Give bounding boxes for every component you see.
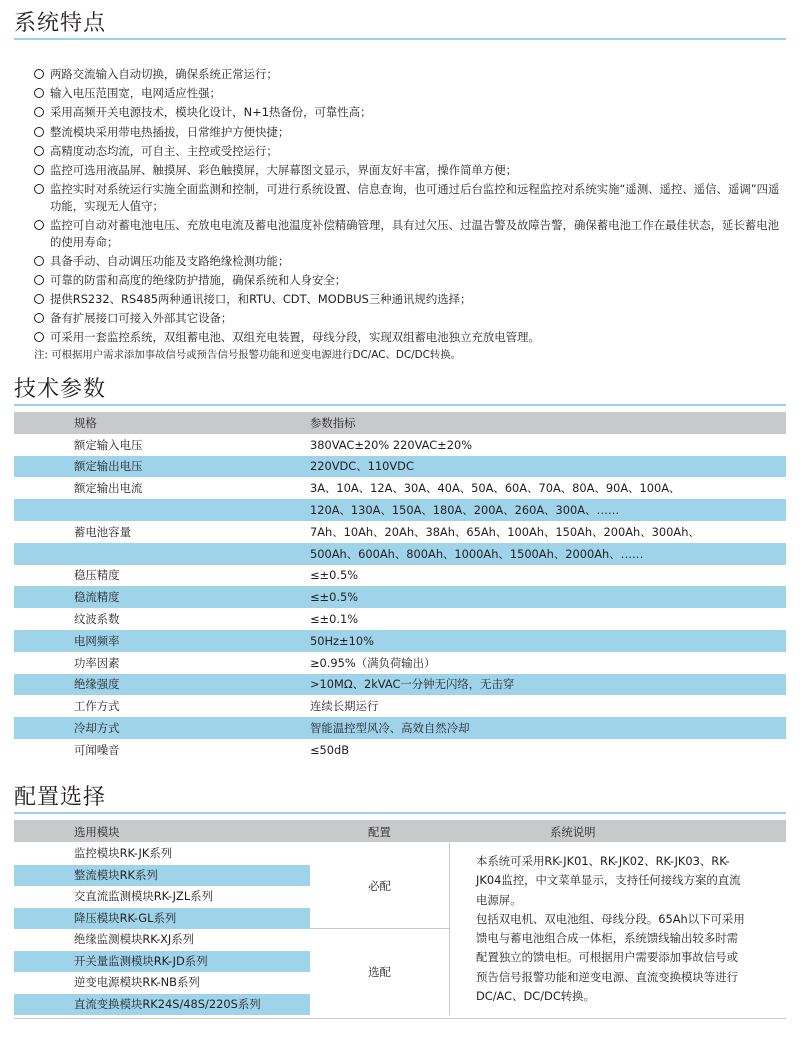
required-cell: 必配	[310, 843, 450, 929]
table-row	[14, 521, 786, 543]
feature-item: 监控可自动对蓄电池电压、充放电电流及蓄电池温度补偿精确管理，具有过欠压、过温告警及故障告警，确保蓄电池工作在最佳状态，延长蓄电池的使用寿命；	[34, 217, 784, 250]
spec-cell: 蓄电池容量	[14, 521, 310, 543]
value-cell: ≤±0.5%	[310, 565, 786, 587]
spec-cell: 可闻噪音	[14, 739, 310, 761]
value-cell: 7Ah、10Ah、20Ah、38Ah、65Ah、100Ah、150Ah、200Ah、300Ah、	[310, 521, 786, 543]
spec-cell: 纹波系数	[14, 608, 310, 630]
desc-line: 本系统可采用RK-JK01、RK-JK02、RK-JK03、RK-	[476, 854, 730, 868]
spec-cell: 功率因素	[14, 652, 310, 674]
desc-line: 配置独立的馈电柜。可根据用户需要添加事故信号或	[476, 950, 738, 965]
module-row: 直流变换模块RK24S/48S/220S系列	[14, 994, 310, 1016]
table-row	[14, 434, 786, 456]
table-row	[14, 586, 786, 608]
spec-cell: 稳压精度	[14, 565, 310, 587]
desc-line: JK04监控，中文菜单显示，支持任何接线方案的直流	[476, 873, 741, 888]
table-row	[14, 630, 786, 652]
config-header-row	[14, 820, 786, 842]
header-config: 配置	[368, 825, 391, 839]
config-divider	[14, 812, 786, 814]
module-row: 降压模块RK-GL系列	[14, 908, 310, 930]
module-row: 监控模块RK-JK系列	[74, 846, 173, 860]
table-row	[14, 652, 786, 674]
table-row	[14, 739, 786, 761]
module-row: 绝缘监测模块RK-XJ系列	[74, 932, 195, 946]
header-spec: 规格	[14, 412, 310, 434]
circle-bullet-icon	[34, 127, 44, 137]
features-note: 注: 可根据用户需求添加事故信号或预告信号报警功能和逆变电源进行DC/AC、DC/DC转换。	[34, 349, 462, 361]
module-row: 逆变电源模块RK-NB系列	[74, 975, 200, 989]
table-row	[14, 456, 786, 478]
module-row: 交直流监测模块RK-JZL系列	[74, 889, 213, 903]
feature-item: 两路交流输入自动切换，确保系统正常运行；	[34, 66, 784, 83]
table-header-row	[14, 412, 786, 434]
params-table	[14, 412, 786, 761]
module-row: 开关量监测模块RK-JD系列	[14, 951, 310, 973]
value-cell: ≤±0.5%	[310, 586, 786, 608]
config-bottom-rule	[14, 1018, 786, 1019]
feature-item: 整流模块采用带电热插拔，日常维护方便快捷；	[34, 124, 784, 141]
feature-item: 可靠的防雷和高度的绝缘防护措施，确保系统和人身安全；	[34, 272, 784, 289]
desc-line: 电源屏。	[476, 892, 522, 907]
feature-item: 监控实时对系统运行实施全面监测和控制，可进行系统设置、信息查询，也可通过后台监控和远程监控对系统实施“遥测、遥控、遥信、遥调”四遥功能，实现无人值守；	[34, 181, 784, 214]
optional-cell: 选配	[310, 929, 450, 1015]
config-title: 配置选择	[14, 785, 107, 810]
value-cell: 50Hz±10%	[310, 630, 786, 652]
spec-cell: 冷却方式	[14, 717, 310, 739]
table-row	[14, 608, 786, 630]
spec-cell: 额定输出电流	[14, 477, 310, 499]
circle-bullet-icon	[34, 256, 44, 266]
table-row	[14, 499, 786, 521]
feature-item: 采用高频开关电源技术，模块化设计，N+1热备份，可靠性高；	[34, 104, 784, 121]
circle-bullet-icon	[34, 88, 44, 98]
header-desc: 系统说明	[550, 825, 596, 839]
value-cell: 220VDC、110VDC	[310, 456, 786, 478]
circle-bullet-icon	[34, 184, 44, 194]
value-cell: 连续长期运行	[310, 695, 786, 717]
table-row	[14, 717, 786, 739]
table-row	[14, 477, 786, 499]
table-row	[14, 565, 786, 587]
value-cell: 120A、130A、150A、180A、200A、260A、300A、……	[310, 499, 786, 521]
value-cell: 500Ah、600Ah、800Ah、1000Ah、1500Ah、2000Ah、……	[310, 543, 786, 565]
features-list	[34, 66, 784, 349]
params-divider	[14, 404, 786, 406]
value-cell: 380VAC±20% 220VAC±20%	[310, 434, 786, 456]
spec-cell: 工作方式	[14, 695, 310, 717]
header-module: 选用模块	[74, 825, 120, 839]
value-cell: ≤±0.1%	[310, 608, 786, 630]
value-cell: >10MΩ、2kVAC一分钟无闪络，无击穿	[310, 674, 786, 696]
circle-bullet-icon	[34, 107, 44, 117]
circle-bullet-icon	[34, 294, 44, 304]
value-cell: ≥0.95%（满负荷输出）	[310, 652, 786, 674]
table-row	[14, 543, 786, 565]
circle-bullet-icon	[34, 220, 44, 230]
features-divider	[14, 38, 786, 40]
spec-cell: 稳流精度	[14, 586, 310, 608]
desc-line: 包括双电机、双电池组、母线分段。65Ah以下可采用	[476, 911, 745, 926]
circle-bullet-icon	[34, 69, 44, 79]
feature-item: 备有扩展接口可接入外部其它设备；	[34, 310, 784, 327]
header-value: 参数指标	[310, 412, 786, 434]
table-row	[14, 695, 786, 717]
module-row: 整流模块RK系列	[14, 865, 310, 887]
desc-line: 馈电与蓄电池组合成一体柜，系统馈线输出较多时需	[476, 931, 738, 946]
circle-bullet-icon	[34, 165, 44, 175]
spec-cell	[14, 499, 310, 521]
feature-item: 输入电压范围宽，电网适应性强；	[34, 85, 784, 102]
spec-cell	[14, 543, 310, 565]
spec-cell: 绝缘强度	[14, 674, 310, 696]
desc-line: 预告信号报警功能和逆变电源、直流变换模块等进行	[476, 969, 738, 984]
feature-item: 可采用一套监控系统，双组蓄电池、双组充电装置，母线分段，实现双组蓄电池独立充放电管理。	[34, 329, 784, 346]
circle-bullet-icon	[34, 313, 44, 323]
feature-item: 高精度动态均流，可自主、主控或受控运行；	[34, 143, 784, 160]
feature-item: 具备手动、自动调压功能及支路绝缘检测功能；	[34, 253, 784, 270]
value-cell: 智能温控型风冷、高效自然冷却	[310, 717, 786, 739]
circle-bullet-icon	[34, 146, 44, 156]
table-row	[14, 674, 786, 696]
feature-item: 提供RS232、RS485两种通讯接口，和RTU、CDT、MODBUS三种通讯规约选择；	[34, 291, 784, 308]
params-title: 技术参数	[14, 377, 107, 402]
feature-item: 监控可选用液晶屏、触摸屏、彩色触摸屏，大屏幕图文显示，界面友好丰富，操作简单方便；	[34, 162, 784, 179]
spec-cell: 电网频率	[14, 630, 310, 652]
value-cell: 3A、10A、12A、30A、40A、50A、60A、70A、80A、90A、100A、	[310, 477, 786, 499]
circle-bullet-icon	[34, 332, 44, 342]
features-title: 系统特点	[14, 11, 107, 36]
spec-cell: 额定输出电压	[14, 456, 310, 478]
desc-line: DC/AC、DC/DC转换。	[476, 989, 595, 1004]
spec-cell: 额定输入电压	[14, 434, 310, 456]
config-description	[476, 852, 778, 1006]
value-cell: ≤50dB	[310, 739, 786, 761]
circle-bullet-icon	[34, 275, 44, 285]
